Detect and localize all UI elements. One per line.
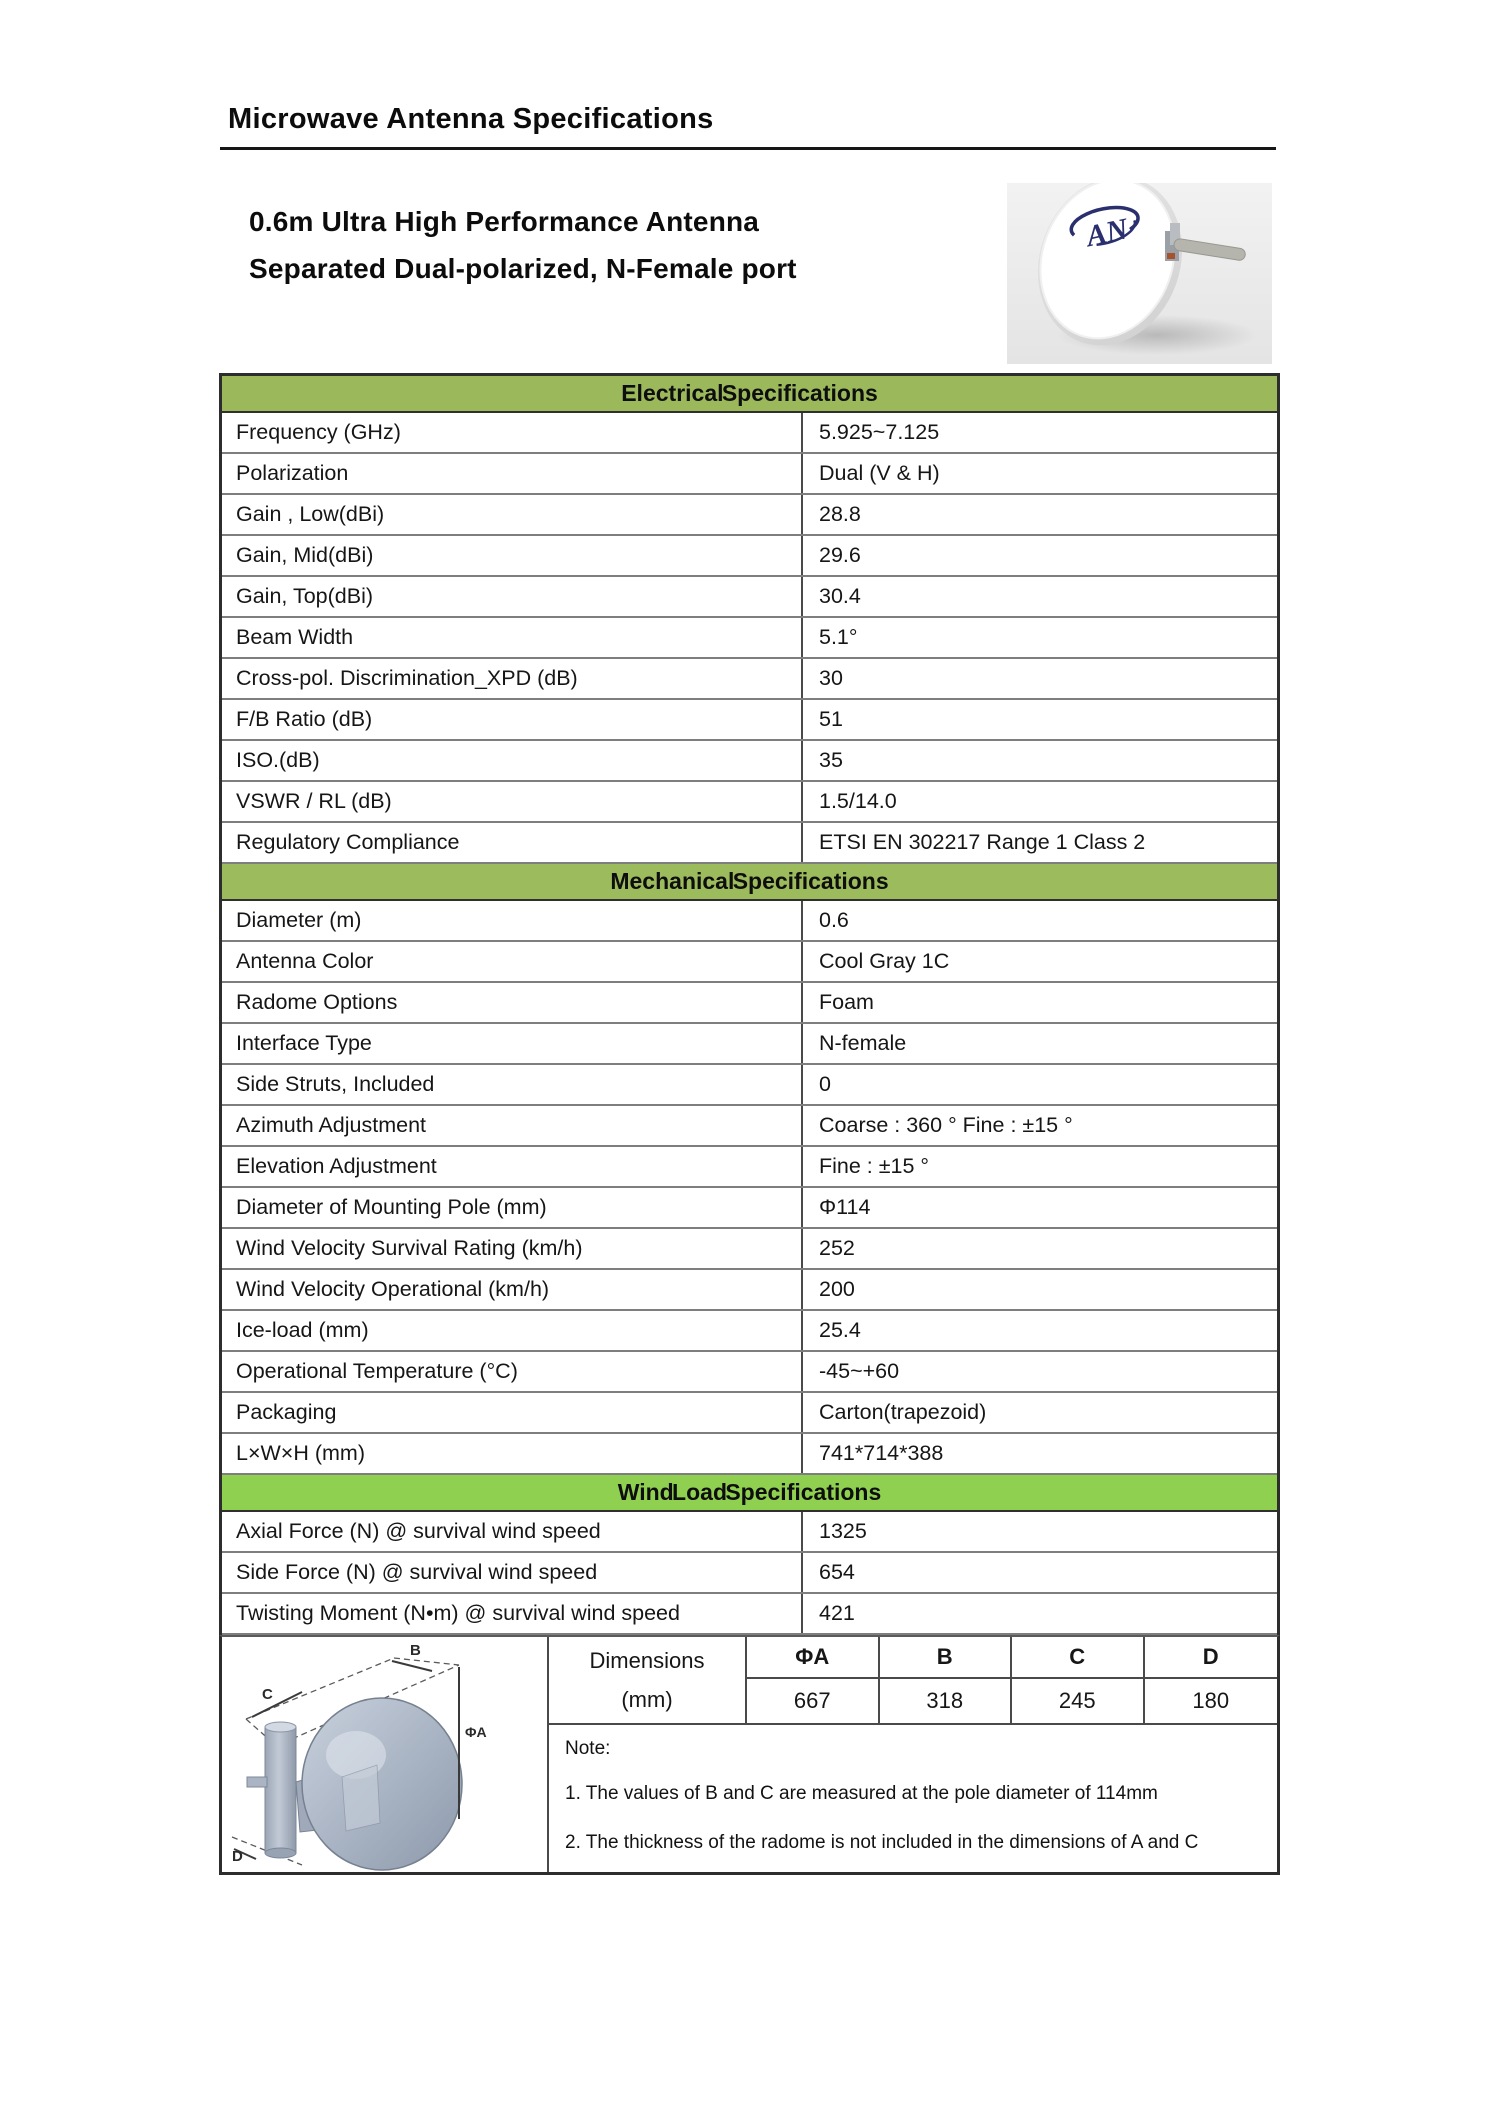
product-subtitle — [249, 198, 797, 292]
spec-row — [222, 1024, 1277, 1065]
dimension-value: 245 — [1012, 1679, 1145, 1723]
spec-row — [222, 1393, 1277, 1434]
spec-label: Diameter (m) — [222, 901, 803, 940]
diagram-label-c: C — [262, 1686, 273, 1703]
dimension-column-D: D — [1145, 1637, 1278, 1679]
spec-label: Axial Force (N) @ survival wind speed — [222, 1512, 803, 1551]
spec-row — [222, 1311, 1277, 1352]
title-underline — [220, 147, 1276, 150]
spec-value: 741*714*388 — [819, 1441, 944, 1465]
dimension-column-ΦA: ΦA — [747, 1637, 880, 1679]
spec-row — [222, 1188, 1277, 1229]
dimensions-header-cell — [549, 1637, 747, 1723]
spec-label: Packaging — [222, 1393, 803, 1432]
section-header-2: Mechanical Specifications — [222, 864, 1277, 901]
spec-value: 51 — [819, 707, 843, 731]
spec-value: 30.4 — [819, 584, 861, 608]
dimension-column-B: B — [880, 1637, 1013, 1679]
spec-row — [222, 413, 1277, 454]
spec-value: Carton(trapezoid) — [819, 1400, 987, 1424]
spec-label: Interface Type — [222, 1024, 803, 1063]
spec-value: 5.1° — [819, 625, 858, 649]
spec-row — [222, 1065, 1277, 1106]
spec-label: Beam Width — [222, 618, 803, 657]
spec-value: 28.8 — [819, 502, 861, 526]
diagram-label-b: B — [410, 1642, 421, 1659]
spec-label: Cross-pol. Discrimination_XPD (dB) — [222, 659, 803, 698]
spec-row — [222, 536, 1277, 577]
antenna-dimension-diagram — [222, 1637, 547, 1873]
spec-value: 0.6 — [819, 908, 849, 932]
spec-value: 29.6 — [819, 543, 861, 567]
spec-row — [222, 1229, 1277, 1270]
spec-value: 654 — [819, 1560, 855, 1584]
spec-label: Gain, Top(dBi) — [222, 577, 803, 616]
diagram-label-phi-a: ΦA — [465, 1724, 487, 1740]
spec-label: Polarization — [222, 454, 803, 493]
spec-row — [222, 618, 1277, 659]
dimension-value: 180 — [1192, 1688, 1230, 1713]
spec-value: Fine : ±15 ° — [819, 1154, 930, 1178]
spec-row — [222, 1106, 1277, 1147]
dimensions-table — [549, 1637, 1277, 1725]
spec-value: 200 — [819, 1277, 855, 1301]
spec-row — [222, 577, 1277, 618]
product-subtitle-line2: Separated Dual-polarized, N-Female port — [249, 253, 797, 284]
spec-label: F/B Ratio (dB) — [222, 700, 803, 739]
spec-value: 35 — [819, 748, 843, 772]
spec-value: 0 — [819, 1072, 831, 1096]
dimensions-and-notes — [549, 1637, 1277, 1872]
spec-label: Ice-load (mm) — [222, 1311, 803, 1350]
spec-value: Cool Gray 1C — [819, 949, 950, 973]
spec-row — [222, 1434, 1277, 1475]
spec-label: Operational Temperature (°C) — [222, 1352, 803, 1391]
spec-row — [222, 659, 1277, 700]
product-photo — [1007, 183, 1272, 364]
spec-label: Side Force (N) @ survival wind speed — [222, 1553, 803, 1592]
spec-value: Φ114 — [819, 1195, 871, 1219]
spec-label: Radome Options — [222, 983, 803, 1022]
spec-value: Foam — [819, 990, 874, 1014]
spec-label: Frequency (GHz) — [222, 413, 803, 452]
spec-label: L×W×H (mm) — [222, 1434, 803, 1473]
spec-row — [222, 1352, 1277, 1393]
spec-row — [222, 700, 1277, 741]
spec-label: Twisting Moment (N•m) @ survival wind speed — [222, 1594, 803, 1633]
spec-value: 30 — [819, 666, 843, 690]
spec-value: Coarse : 360 ° Fine : ±15 ° — [819, 1113, 1073, 1137]
spec-row — [222, 1512, 1277, 1553]
spec-label: Azimuth Adjustment — [222, 1106, 803, 1145]
dimensions-header-line1: Dimensions — [589, 1647, 705, 1673]
specification-tables — [219, 373, 1280, 1875]
spec-row — [222, 1594, 1277, 1635]
note-area — [549, 1725, 1277, 1881]
spec-row — [222, 942, 1277, 983]
section-header-3: Wind Load Specifications — [222, 1475, 1277, 1512]
spec-value: 252 — [819, 1236, 855, 1260]
dimension-value: 667 — [747, 1679, 880, 1723]
spec-row — [222, 901, 1277, 942]
spec-row — [222, 1147, 1277, 1188]
product-subtitle-line1: 0.6m Ultra High Performance Antenna — [249, 206, 760, 237]
spec-value: 421 — [819, 1601, 855, 1625]
spec-label: Side Struts, Included — [222, 1065, 803, 1104]
spec-value: 25.4 — [819, 1318, 861, 1342]
dimension-column-C: C — [1012, 1637, 1145, 1679]
diagram-label-d: D — [232, 1848, 243, 1865]
page-title: Microwave Antenna Specifications — [228, 103, 714, 135]
spec-label: Gain , Low(dBi) — [222, 495, 803, 534]
note-item-2: 2. The thickness of the radome is not included in the dimensions of A and C — [565, 1832, 1199, 1853]
spec-row — [222, 1270, 1277, 1311]
spec-value: -45~+60 — [819, 1359, 900, 1383]
section-header-1: Electrical Specifications — [222, 376, 1277, 413]
spec-row — [222, 782, 1277, 823]
spec-value: ETSI EN 302217 Range 1 Class 2 — [819, 830, 1146, 854]
svg-text:AN: AN — [1083, 212, 1131, 254]
spec-row — [222, 741, 1277, 782]
dimensions-header-line2: (mm) — [621, 1686, 673, 1712]
spec-label: Gain, Mid(dBi) — [222, 536, 803, 575]
spec-label: Wind Velocity Survival Rating (km/h) — [222, 1229, 803, 1268]
spec-row — [222, 454, 1277, 495]
spec-label: Wind Velocity Operational (km/h) — [222, 1270, 803, 1309]
spec-value: 1325 — [819, 1519, 867, 1543]
spec-value: 1.5/14.0 — [819, 789, 897, 813]
spec-label: Antenna Color — [222, 942, 803, 981]
note-item-1: 1. The values of B and C are measured at the pole diameter of 114mm — [565, 1783, 1158, 1804]
dimensions-block — [219, 1635, 1280, 1875]
spec-row — [222, 1553, 1277, 1594]
spec-row — [222, 495, 1277, 536]
spec-label: ISO.(dB) — [222, 741, 803, 780]
pole — [247, 1722, 296, 1858]
spec-table — [219, 373, 1280, 1635]
spec-row — [222, 983, 1277, 1024]
spec-value: N-female — [819, 1031, 907, 1055]
note-label: Note: — [565, 1738, 611, 1759]
spec-label: Diameter of Mounting Pole (mm) — [222, 1188, 803, 1227]
spec-label: Elevation Adjustment — [222, 1147, 803, 1186]
spec-row — [222, 823, 1277, 864]
dimension-diagram-cell — [222, 1637, 549, 1872]
spec-label: VSWR / RL (dB) — [222, 782, 803, 821]
dimension-value: 318 — [880, 1679, 1013, 1723]
spec-label: Regulatory Compliance — [222, 823, 803, 862]
spec-value: Dual (V & H) — [819, 461, 940, 485]
spec-value: 5.925~7.125 — [819, 420, 940, 444]
